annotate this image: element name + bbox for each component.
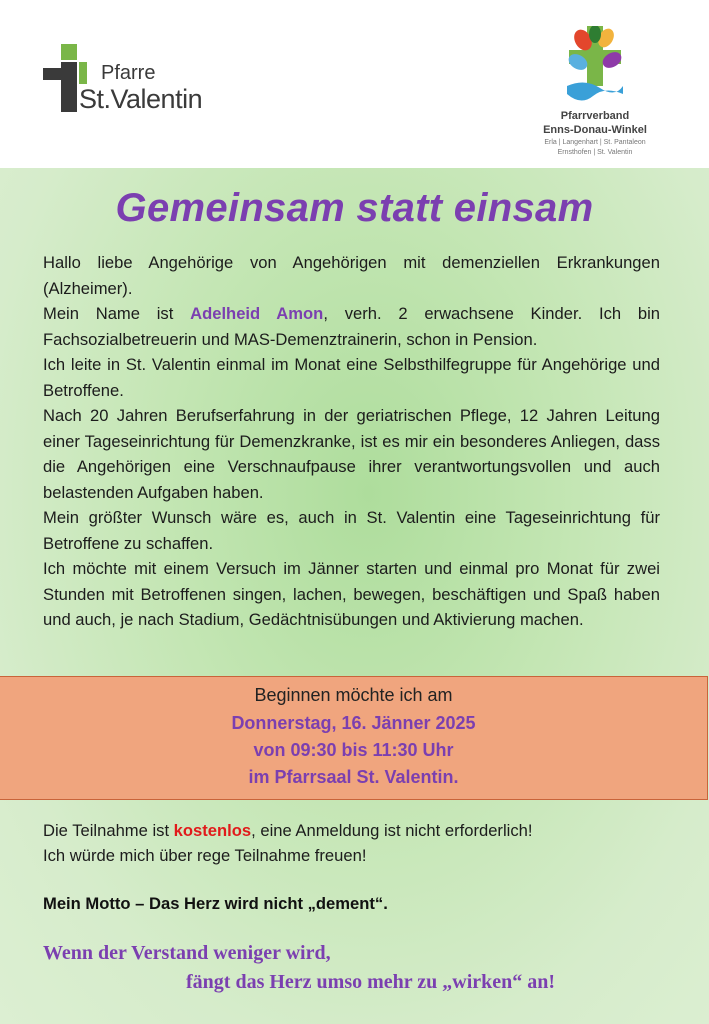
quote-line-1: Wenn der Verstand weniger wird, [43,942,331,964]
event-info-box [0,676,708,800]
page-title: Gemeinsam statt einsam [115,186,594,230]
event-date: Donnerstag, 16. Jänner 2025 [231,713,476,733]
logo-line-2: St.Valentin [79,84,203,114]
note-text-part: , eine Anmeldung ist nicht erforderlich! [251,821,533,840]
intro-paragraph: Mein größter Wunsch wäre es, auch in St. Valentin eine Tageseinrichtung für Betroffene zu schaffen. [43,508,660,553]
intro-paragraph: Hallo liebe Angehörige von Angehörigen mit demenziellen Erkrankungen (Alzheimer). [43,253,660,298]
association-parishes-2: Ernsthofen | St. Valentin [557,149,633,156]
free-highlight: kostenlos [173,821,252,840]
association-parishes-1: Erla | Langenhart | St. Pantaleon [544,139,646,146]
association-name: Pfarrverband [560,110,630,122]
event-time: von 09:30 bis 11:30 Uhr [253,740,454,760]
intro-text [43,250,660,633]
event-location: im Pfarrsaal St. Valentin. [248,767,459,787]
association-region: Enns-Donau-Winkel [543,124,647,136]
event-intro: Beginnen möchte ich am [254,685,453,705]
participation-line [43,818,683,843]
header [0,0,709,168]
participation-line: Ich würde mich über rege Teilnahme freuen! [43,846,367,865]
quote-line-2: fängt das Herz umso mehr zu „wirken“ an! [186,971,556,993]
cross-logo-icon [61,44,77,60]
intro-paragraph: Ich leite in St. Valentin einmal im Monat eine Selbsthilfegruppe für Angehörige und Betroffene. [43,355,660,400]
note-text-part: Die Teilnahme ist [43,821,174,840]
intro-text-part: , verh. 2 erwachsene Kinder. Ich bin Fachsozialbetreuerin und MAS-Demenztrainerin, schon in Pension. [43,304,661,349]
motto: Mein Motto – Das Herz wird nicht „dement“. [43,894,388,913]
intro-paragraph: Nach 20 Jahren Berufserfahrung in der geriatrischen Pflege, 12 Jahren Leitung einer Tageseinrichtung für Demenzkranke, ist es mir ein besonderes Anliegen, dass die Angehörigen eine Verschnaufpause ihrer verantwortungsvollen und auch belastenden Aufgaben haben. [43,406,660,502]
intro-paragraph: Ich möchte mit einem Versuch im Jänner starten und einmal pro Monat für zwei Stunden mit Betroffenen singen, lachen, bewegen, beschäftigen und Spaß haben und auch, je nach Stadium, Gedächtnisübungen und Aktivierung machen. [43,559,660,629]
intro-text-part: Mein Name ist [43,304,191,323]
intro-paragraph [43,301,660,352]
author-name: Adelheid Amon [190,304,324,323]
participation-note [43,818,683,868]
logo-line-1: Pfarre [101,62,156,84]
parish-association-logo [525,26,675,166]
tree-cross-logo-icon [565,26,625,108]
parish-logo [43,44,233,114]
